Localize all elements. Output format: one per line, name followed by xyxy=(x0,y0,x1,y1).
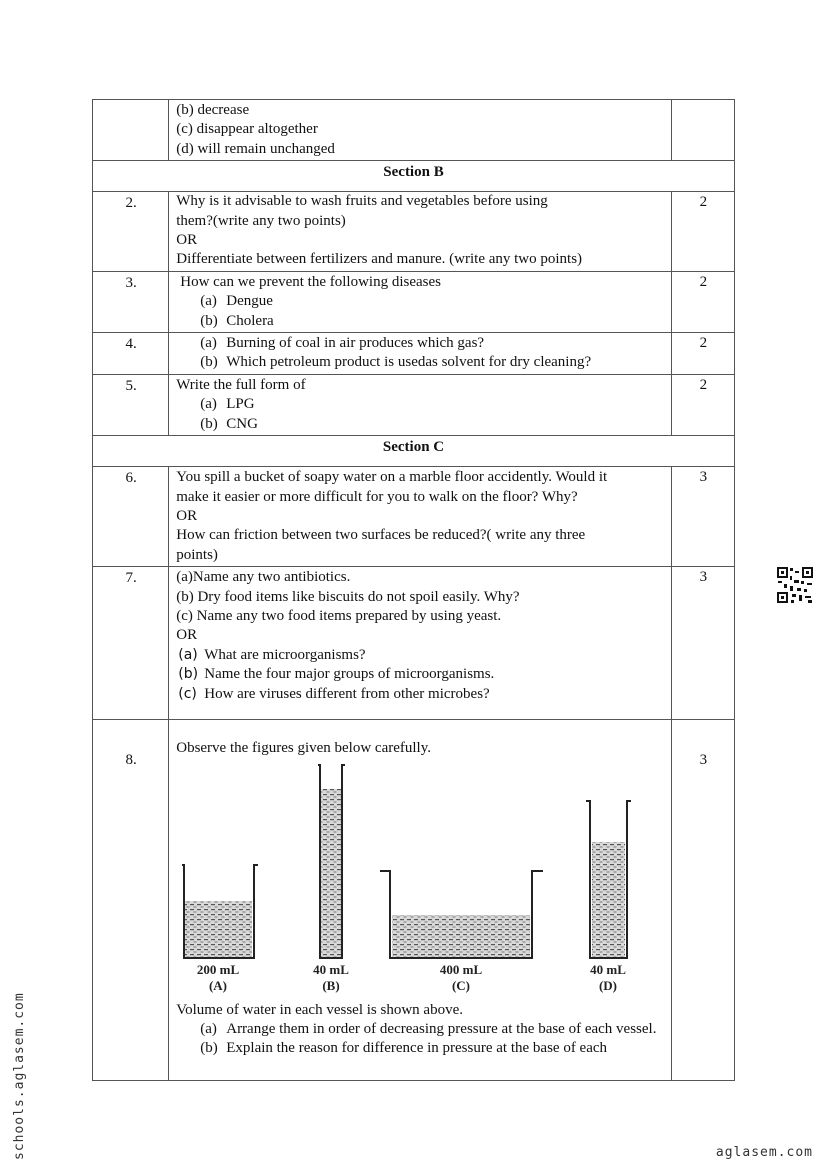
option-line xyxy=(177,685,665,704)
vessel-b xyxy=(313,765,349,993)
option-line xyxy=(176,312,665,331)
option-text: LPG xyxy=(226,396,255,413)
question-line: You spill a bucket of soapy water on a marble floor accidently. Would it xyxy=(176,469,608,486)
marks: 2 xyxy=(671,333,734,375)
vessel-c xyxy=(380,871,543,993)
option-line xyxy=(176,292,665,311)
option-line xyxy=(176,1020,659,1039)
question-row-3 xyxy=(93,271,735,332)
question-line: Observe the figures given below carefully. xyxy=(176,740,431,757)
question-number: 7. xyxy=(93,567,169,720)
option-text: Explain the reason for difference in pressure at the base of each xyxy=(226,1040,608,1057)
question-number: 2. xyxy=(93,192,169,272)
question-line: How can we prevent the following diseases xyxy=(180,273,441,290)
vessel-a xyxy=(182,865,258,993)
or-label: OR xyxy=(176,507,198,524)
marks-cell xyxy=(671,100,734,161)
marks: 2 xyxy=(671,374,734,435)
question-number-cell xyxy=(93,100,169,161)
question-row-6 xyxy=(93,467,735,567)
option-label: (a) xyxy=(200,293,217,310)
or-label: OR xyxy=(176,627,198,644)
question-line: How can friction between two surfaces be reduced?( write any three xyxy=(176,527,586,544)
option-text: Cholera xyxy=(226,312,274,329)
section-title: Section B xyxy=(93,161,735,192)
vessel-volume-label: 40 mL xyxy=(313,961,350,977)
question-text-cell xyxy=(169,374,672,435)
question-line: (a)Name any two antibiotics. xyxy=(176,569,351,586)
option-line: (d) will remain unchanged xyxy=(176,140,335,157)
option-label: (a) xyxy=(200,335,217,352)
vessel-letter-label: (B) xyxy=(322,977,340,993)
question-row-continuation xyxy=(93,100,735,161)
option-line xyxy=(176,395,665,414)
question-text-cell xyxy=(169,333,672,375)
question-number: 6. xyxy=(93,467,169,567)
question-text-cell xyxy=(169,567,672,720)
option-text: What are microorganisms? xyxy=(204,646,366,663)
option-text: CNG xyxy=(226,415,258,432)
question-row-7 xyxy=(93,567,735,720)
marks: 3 xyxy=(671,567,734,720)
option-line xyxy=(176,415,665,434)
question-row-4 xyxy=(93,333,735,375)
option-line: (b) decrease xyxy=(176,102,250,118)
question-line: them?(write any two points) xyxy=(176,212,346,229)
vessel-volume-label: 400 mL xyxy=(440,961,483,977)
marks: 3 xyxy=(671,720,734,1081)
option-line xyxy=(177,646,665,665)
option-label: (b) xyxy=(178,666,199,683)
option-label: (b) xyxy=(200,1040,218,1057)
vessel-volume-label: 200 mL xyxy=(197,961,240,977)
option-line xyxy=(176,1039,665,1058)
marks: 2 xyxy=(671,192,734,272)
option-text: Name the four major groups of microorganisms. xyxy=(204,666,495,683)
question-line: Why is it advisable to wash fruits and vegetables before using xyxy=(176,193,548,210)
vessels-figure xyxy=(176,763,656,999)
option-text: How are viruses different from other microbes? xyxy=(204,685,490,702)
option-text: Dengue xyxy=(226,293,273,310)
vessel-letter-label: (D) xyxy=(599,977,618,993)
question-number: 5. xyxy=(93,374,169,435)
section-c-header xyxy=(93,436,735,467)
section-b-header xyxy=(93,161,735,192)
option-label: (a) xyxy=(178,646,198,663)
question-text-cell xyxy=(169,720,672,1081)
option-label: (b) xyxy=(200,415,218,432)
question-number: 3. xyxy=(93,271,169,332)
or-label: OR xyxy=(176,232,198,249)
question-row-8 xyxy=(93,720,735,1081)
bottom-watermark: aglasem.com xyxy=(715,1145,813,1160)
option-line xyxy=(176,353,665,372)
option-text: Burning of coal in air produces which gas? xyxy=(226,335,485,352)
question-text-cell xyxy=(169,100,672,161)
option-label: (b) xyxy=(200,312,218,329)
option-label: (c) xyxy=(178,685,197,702)
side-watermark: schools.aglasem.com xyxy=(12,992,27,1160)
section-title: Section C xyxy=(93,436,735,467)
question-number: 8. xyxy=(93,720,169,1081)
question-row-5 xyxy=(93,374,735,435)
option-line xyxy=(177,665,665,684)
question-line: Volume of water in each vessel is shown above. xyxy=(176,1001,463,1018)
option-label: (b) xyxy=(200,354,218,371)
question-table xyxy=(92,99,735,1081)
qr-code-icon xyxy=(776,566,814,604)
option-line: (c) disappear altogether xyxy=(176,121,318,138)
marks: 3 xyxy=(671,467,734,567)
option-label: (a) xyxy=(200,1020,217,1037)
question-line: make it easier or more difficult for you to walk on the floor? Why? xyxy=(176,488,578,505)
vessel-d xyxy=(586,801,631,993)
question-line: (c) Name any two food items prepared by using yeast. xyxy=(176,607,502,624)
question-text-cell xyxy=(169,271,672,332)
question-line: Differentiate between fertilizers and manure. (write any two points) xyxy=(176,251,583,268)
question-line: Write the full form of xyxy=(176,376,306,393)
vessel-volume-label: 40 mL xyxy=(590,961,627,977)
question-line: points) xyxy=(176,546,218,563)
marks: 2 xyxy=(671,271,734,332)
option-text: Which petroleum product is usedas solvent for dry cleaning? xyxy=(226,354,592,371)
option-text: Arrange them in order of decreasing pressure at the base of each vessel. xyxy=(226,1020,657,1037)
question-text-cell xyxy=(169,192,672,272)
question-row-2 xyxy=(93,192,735,272)
question-number: 4. xyxy=(93,333,169,375)
option-label: (a) xyxy=(200,396,217,413)
vessel-letter-label: (C) xyxy=(452,977,471,993)
vessel-letter-label: (A) xyxy=(209,977,228,993)
question-text-cell xyxy=(169,467,672,567)
option-line xyxy=(176,334,665,353)
question-line: (b) Dry food items like biscuits do not spoil easily. Why? xyxy=(176,588,520,605)
